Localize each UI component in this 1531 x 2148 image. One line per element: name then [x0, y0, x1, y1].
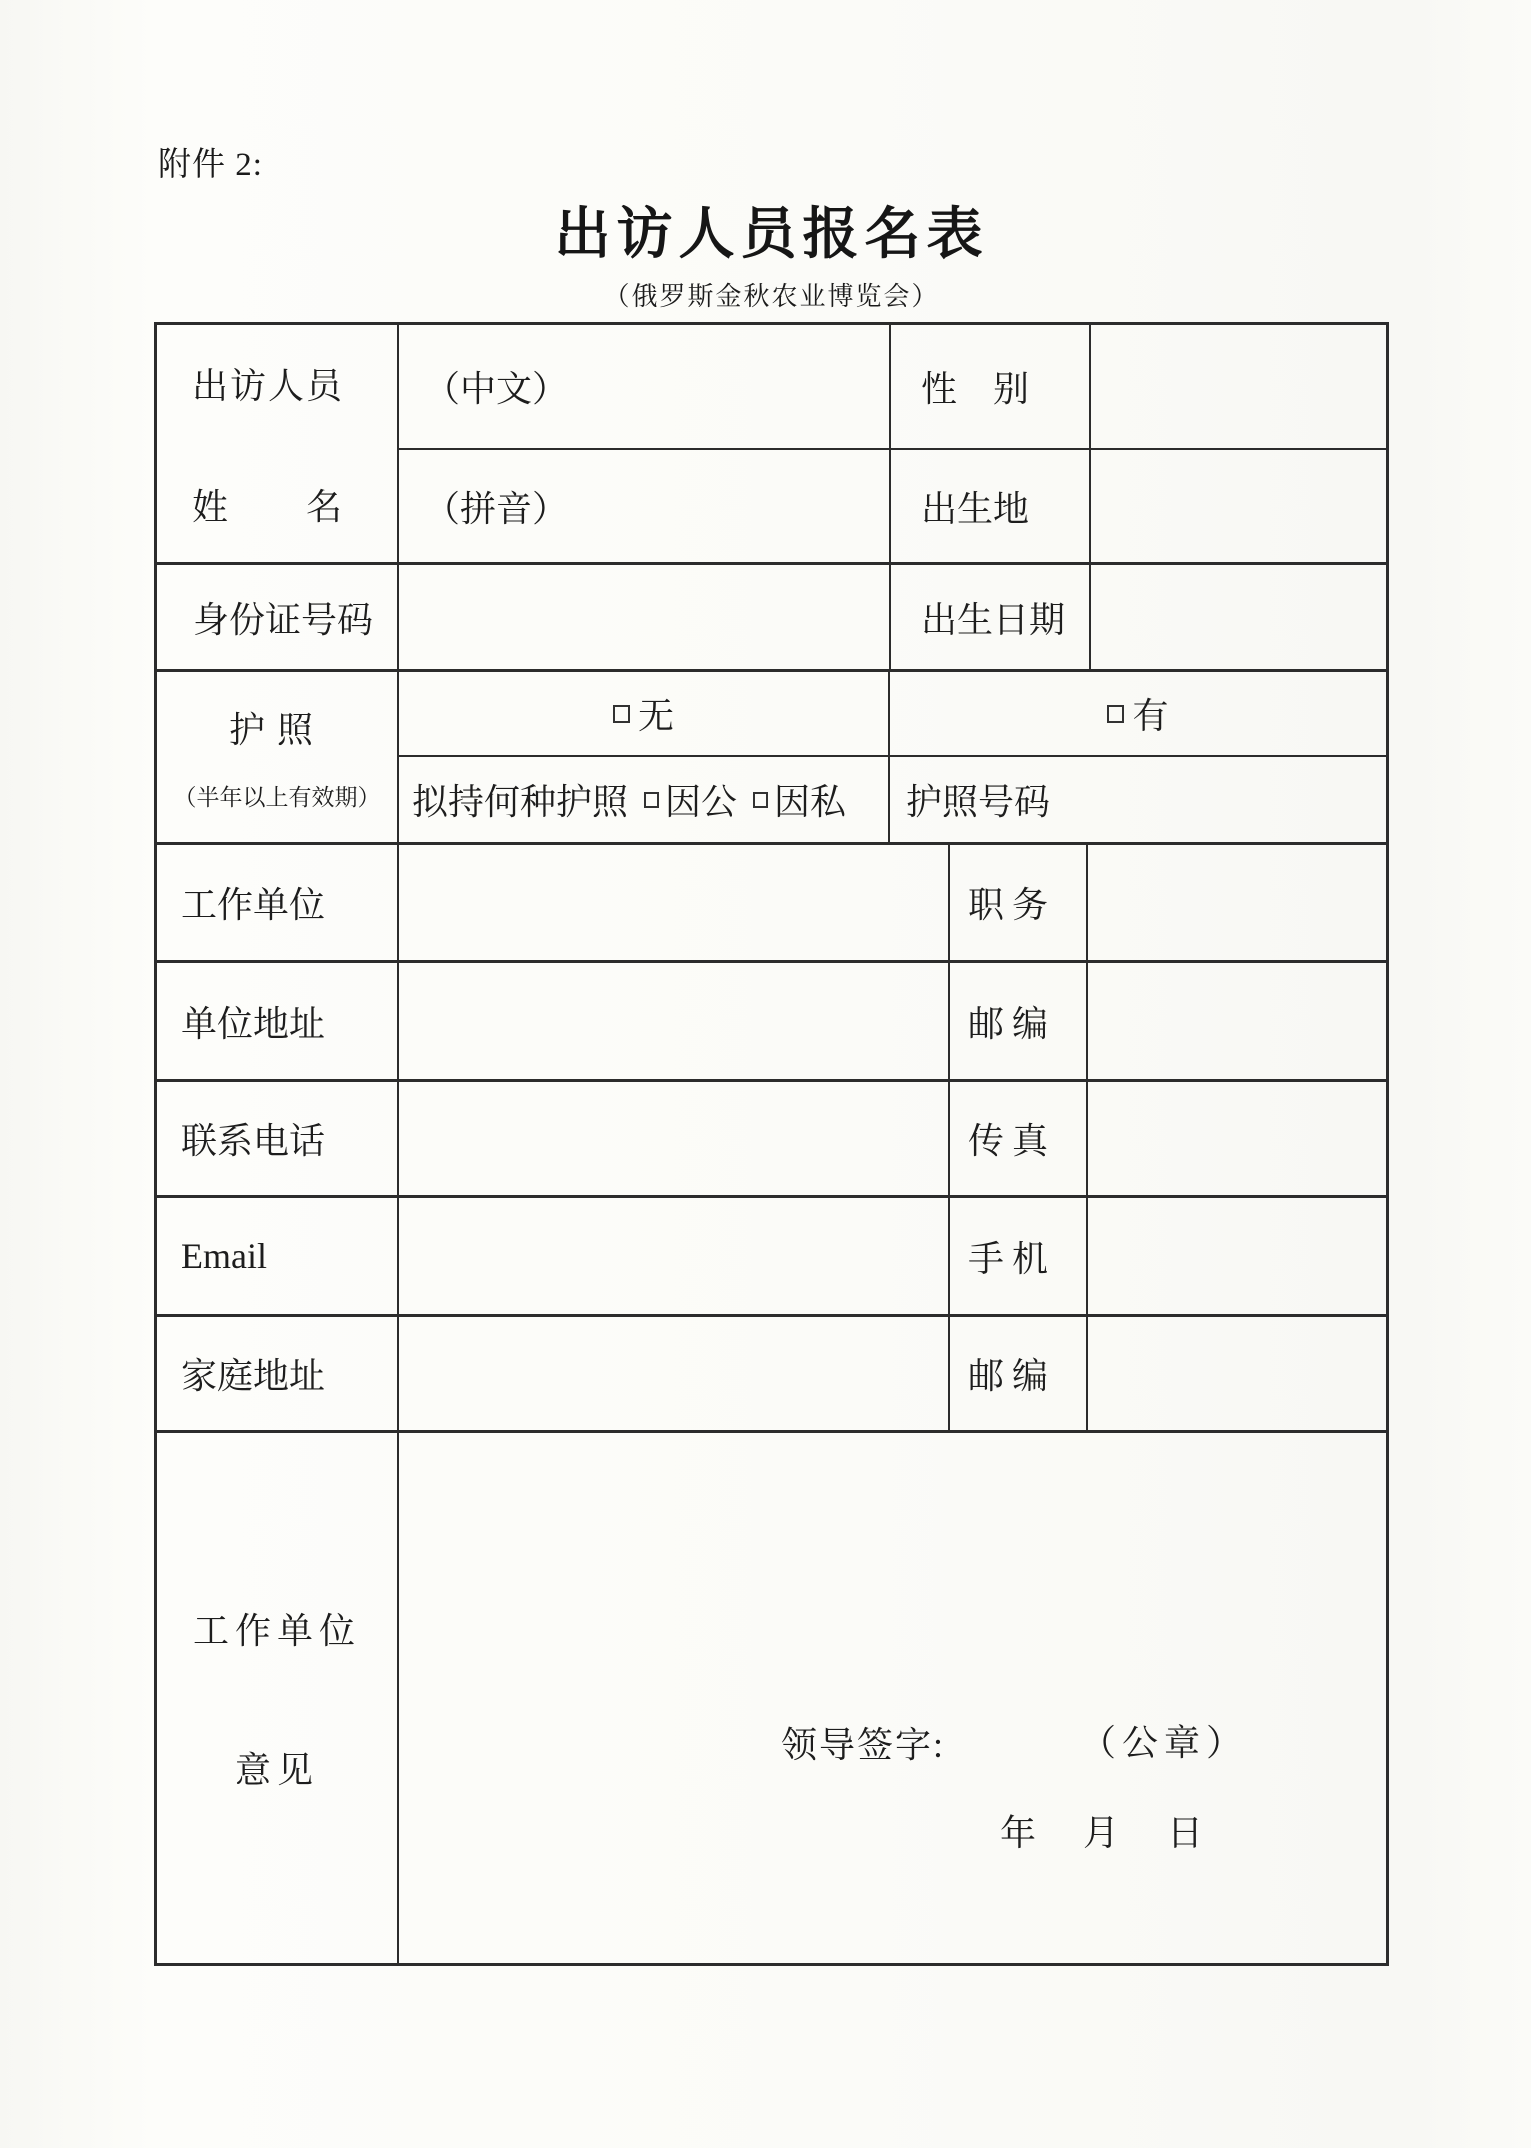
contact-phone-value-cell — [399, 1082, 950, 1195]
fax-value-cell — [1088, 1082, 1386, 1195]
mobile-value-cell — [1088, 1198, 1386, 1314]
passport-have-row — [399, 672, 1386, 757]
birthplace-label-cell — [891, 450, 1091, 562]
leader-signature-label: 领导签字: — [781, 1725, 946, 1765]
checkbox-none-icon — [613, 705, 630, 723]
opinion-content-cell — [399, 1433, 1386, 1963]
passport-private-label: 因私 — [774, 781, 847, 822]
form-subtitle: （俄罗斯金秋农业博览会） — [603, 282, 940, 311]
date-year-label: 年 — [1000, 1813, 1037, 1853]
id-number-value-cell — [399, 565, 891, 669]
position-label: 职务 — [968, 885, 1057, 925]
passport-official-label: 因公 — [665, 781, 738, 822]
home-address-value-cell — [399, 1317, 950, 1430]
passport-have-label: 有 — [1132, 695, 1169, 736]
checkbox-have-icon — [1107, 705, 1124, 723]
pinyin-name-cell — [399, 450, 891, 562]
passport-label: 护照 — [228, 710, 325, 750]
home-address-label: 家庭地址 — [181, 1356, 326, 1396]
email-label: Email — [181, 1236, 267, 1276]
official-seal-label: （公章） — [1080, 1723, 1249, 1763]
home-address-row — [157, 1317, 1386, 1433]
attachment-label: 附件 2: — [158, 147, 263, 183]
mobile-label: 手机 — [968, 1238, 1057, 1279]
mobile-label-cell — [950, 1198, 1088, 1314]
home-zip-value-cell — [1088, 1317, 1386, 1430]
name-subgrid — [399, 325, 1386, 562]
passport-type-cell — [399, 757, 890, 842]
fax-label: 传真 — [968, 1121, 1057, 1161]
opinion-row — [157, 1433, 1386, 1963]
chinese-name-label: （中文） — [424, 369, 569, 410]
id-number-row — [157, 565, 1386, 672]
id-number-label: 身份证号码 — [193, 599, 374, 640]
passport-validity-note: （半年以上有效期） — [173, 785, 381, 810]
fax-label-cell — [950, 1082, 1088, 1195]
passport-type-row — [399, 757, 1386, 842]
birthdate-label-cell — [891, 565, 1091, 669]
pinyin-name-row — [399, 450, 1386, 562]
passport-type-label: 拟持何种护照 — [412, 781, 629, 822]
name-label-line2: 姓 名 — [192, 486, 345, 527]
employer-address-label: 单位地址 — [181, 1003, 326, 1044]
birthplace-value-cell — [1091, 450, 1386, 562]
home-zip-label-cell — [950, 1317, 1088, 1430]
gender-label: 性 别 — [921, 369, 1030, 410]
checkbox-official-icon — [644, 792, 659, 808]
birthdate-label: 出生日期 — [921, 599, 1066, 640]
contact-phone-label: 联系电话 — [181, 1121, 326, 1161]
passport-number-cell — [890, 757, 1386, 842]
email-row — [157, 1198, 1386, 1317]
birthplace-label: 出生地 — [921, 488, 1030, 529]
employer-label-cell — [157, 845, 399, 960]
form-title: 出访人员报名表 — [554, 202, 989, 265]
employer-address-row — [157, 963, 1386, 1082]
date-month-label: 月 — [1083, 1813, 1120, 1853]
birthdate-value-cell — [1091, 565, 1386, 669]
email-label-cell — [157, 1198, 399, 1314]
date-day-label: 日 — [1167, 1813, 1204, 1853]
name-label-line1: 出访人员 — [192, 365, 345, 406]
employer-zip-label: 邮编 — [968, 1003, 1057, 1044]
position-label-cell — [950, 845, 1088, 960]
name-label-cell — [157, 325, 399, 562]
home-address-label-cell — [157, 1317, 399, 1430]
opinion-label-cell — [157, 1433, 399, 1963]
employer-zip-label-cell — [950, 963, 1088, 1079]
chinese-name-row — [399, 325, 1386, 450]
email-value-cell — [399, 1198, 950, 1314]
home-zip-label: 邮编 — [968, 1356, 1057, 1396]
employer-value-cell — [399, 845, 950, 960]
contact-phone-label-cell — [157, 1082, 399, 1195]
passport-have-option-cell — [890, 672, 1386, 755]
checkbox-private-icon — [753, 792, 768, 808]
passport-number-label: 护照号码 — [906, 781, 1051, 822]
passport-none-label: 无 — [637, 695, 674, 736]
id-number-label-cell — [157, 565, 399, 669]
pinyin-name-label: （拼音） — [424, 488, 569, 529]
contact-phone-row — [157, 1082, 1386, 1198]
name-row-group — [157, 325, 1386, 565]
passport-row-group — [157, 672, 1386, 845]
opinion-label-line2: 意见 — [234, 1750, 319, 1790]
passport-label-cell — [157, 672, 399, 842]
gender-value-cell — [1091, 325, 1386, 448]
chinese-name-cell — [399, 325, 891, 448]
position-value-cell — [1088, 845, 1386, 960]
registration-form-table — [154, 322, 1389, 1966]
opinion-label-line1: 工作单位 — [192, 1611, 361, 1651]
employer-row — [157, 845, 1386, 963]
employer-address-label-cell — [157, 963, 399, 1079]
passport-subgrid — [399, 672, 1386, 842]
employer-zip-value-cell — [1088, 963, 1386, 1079]
employer-address-value-cell — [399, 963, 950, 1079]
gender-label-cell — [891, 325, 1091, 448]
employer-label: 工作单位 — [181, 885, 326, 925]
passport-none-option-cell — [399, 672, 890, 755]
